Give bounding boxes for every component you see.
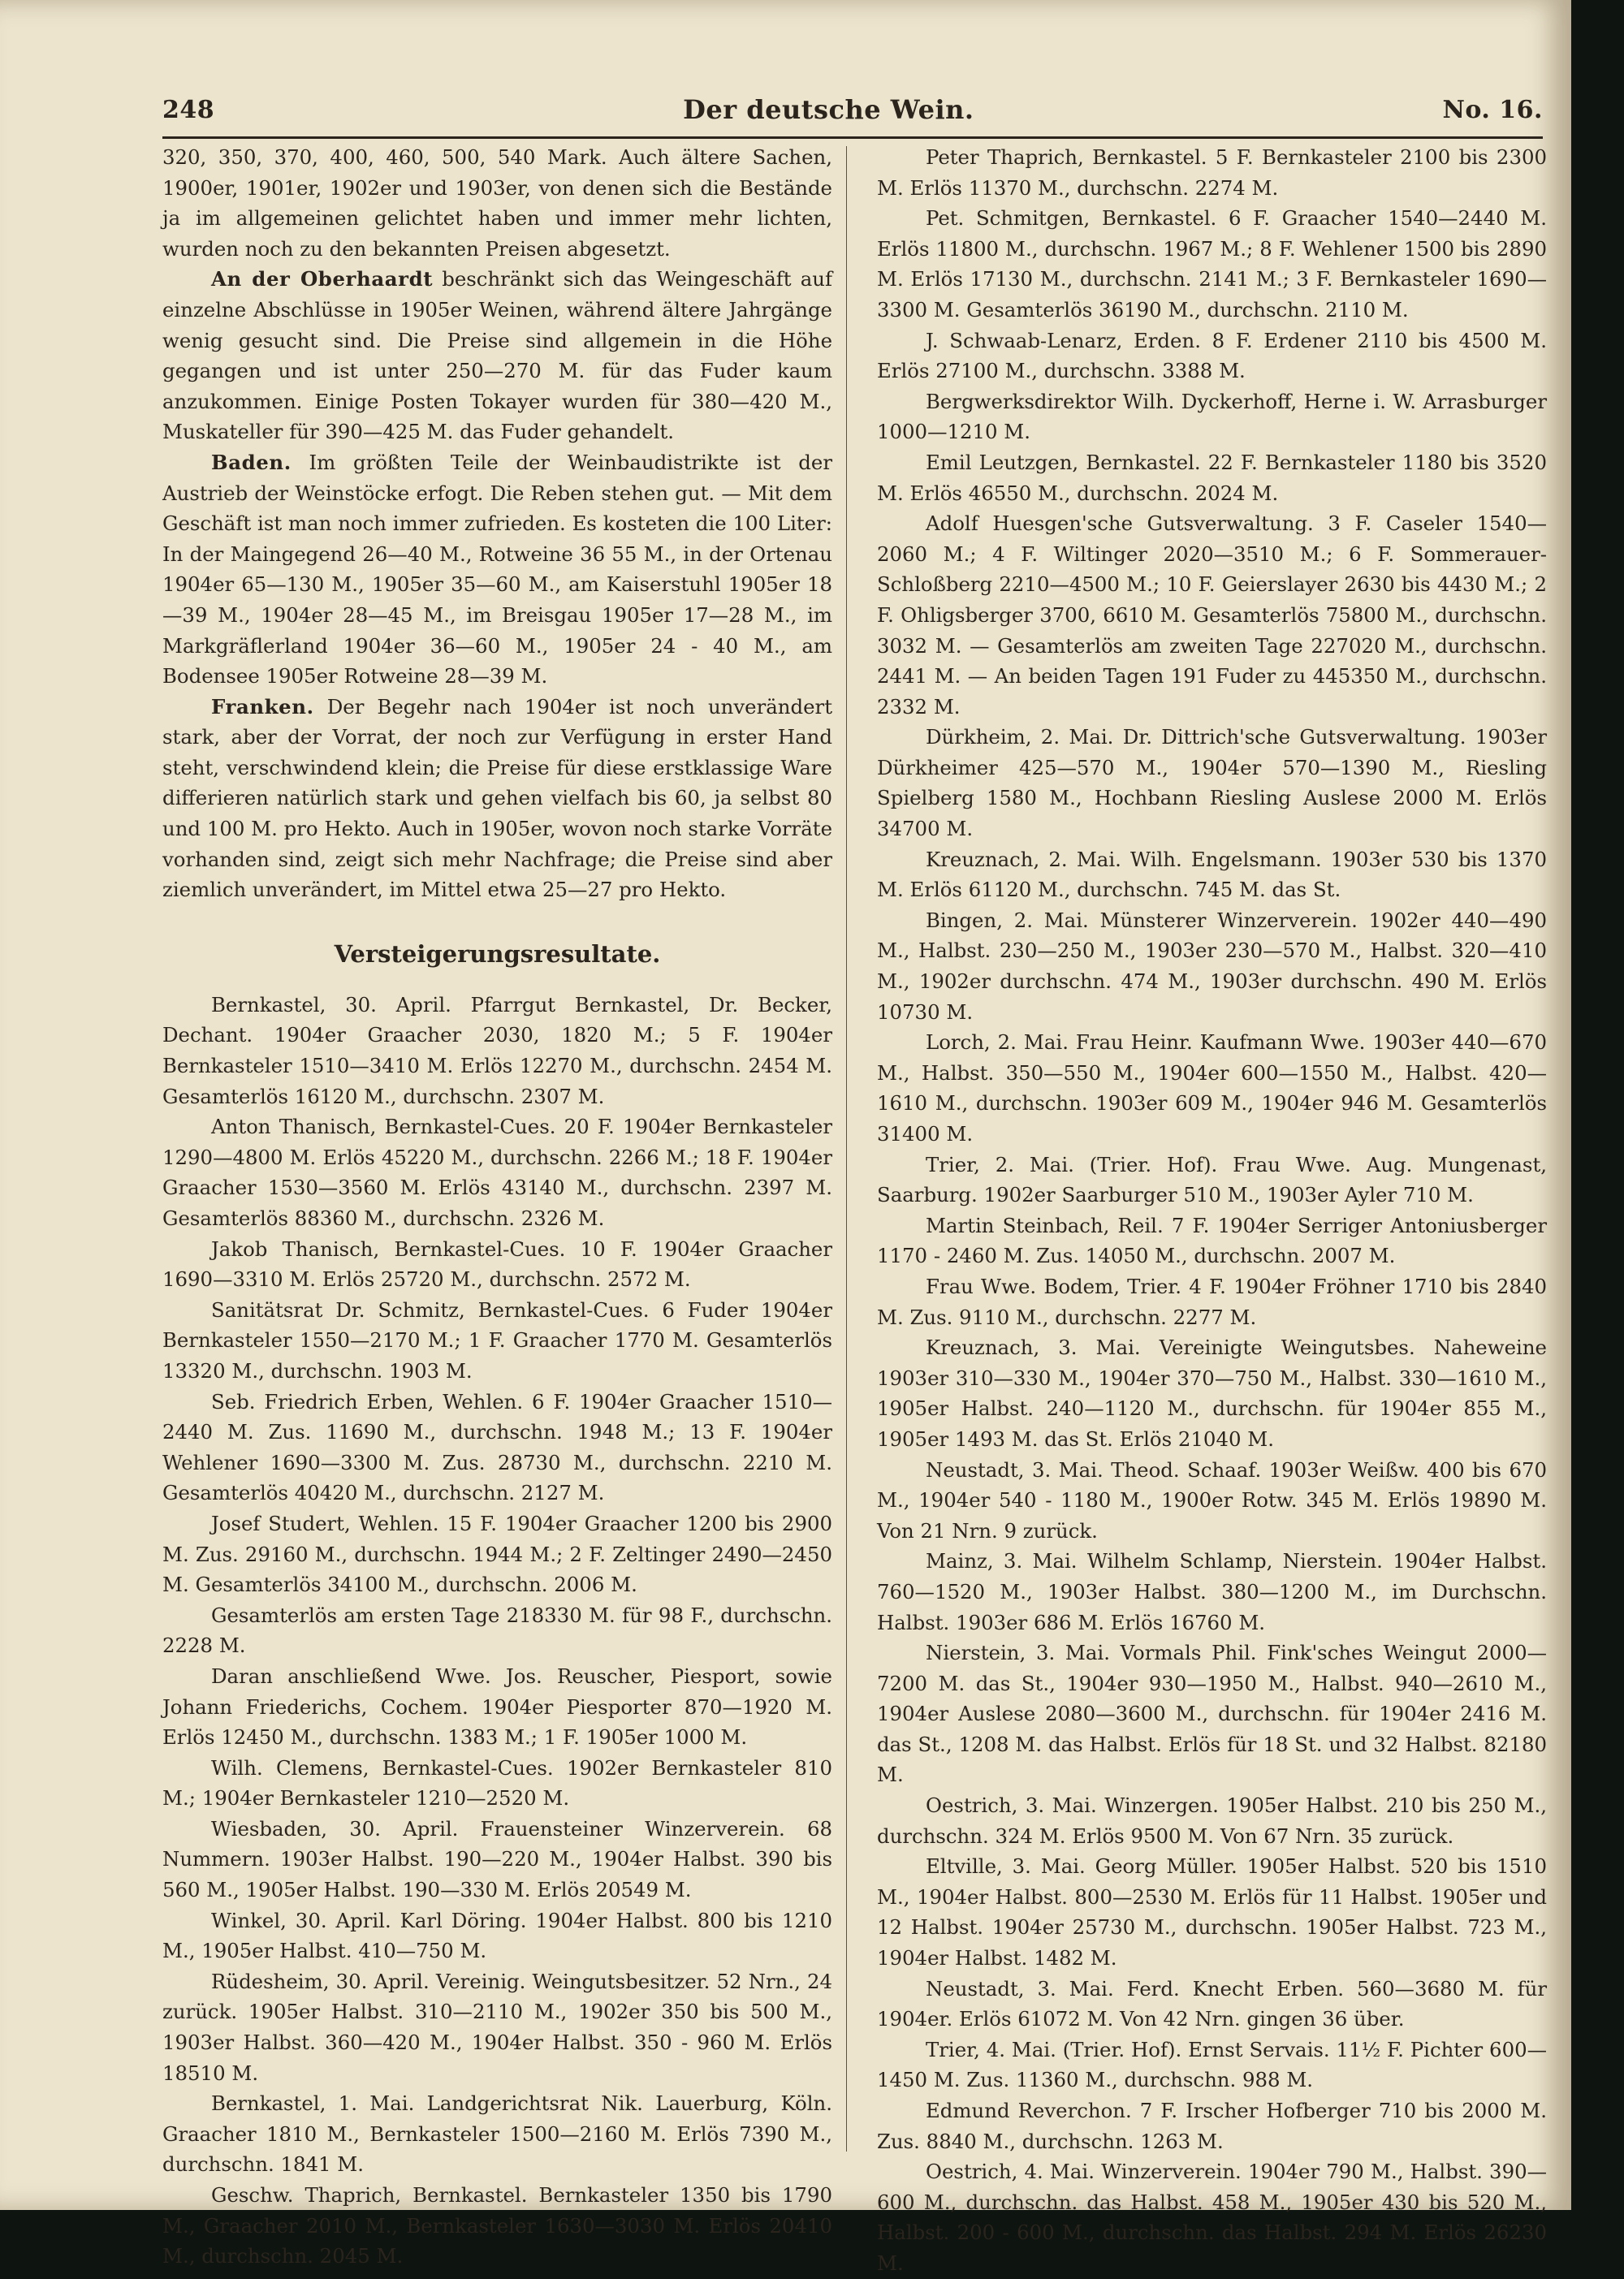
paragraph-text: Im größten Teile der Weinbaudistrikte ist der Austrieb der Weinstöcke erfogt. Die Reben stehen gut. — Mit dem Geschäft ist man noch immer zufrieden. Es kosteten die 100 Liter: In der Maingegend 26—40 M., Rotweine 36 55 M., in der Ortenau 1904er 65—130 M., 1905er 35—60 M., am Kaiserstuhl 1905er 18—39 M., 1904er 28—45 M., im Breisgau 1905er 17—28 M., im Markgräflerland 1904er 36—60 M., 1905er 24 - 40 M., am Bodensee 1905er Rotweine 28—39 M.	[162, 450, 832, 688]
auction-entry: J. Schwaab-Lenarz, Erden. 8 F. Erdener 2110 bis 4500 M. Erlös 27100 M., durchschn. 3388 M.	[877, 328, 1547, 383]
region-heading: Baden.	[211, 450, 292, 474]
right-column	[877, 142, 1547, 2279]
auction-entry: Daran anschließend Wwe. Jos. Reuscher, Piesport, sowie Johann Friederichs, Cochem. 1904er Piesporter 870—1920 M. Erlös 12450 M., durchschn. 1383 M.; 1 F. 1905er 1000 M.	[162, 1664, 832, 1750]
auction-entry: Gesamterlös am ersten Tage 218330 M. für 98 F., durchschn. 2228 M.	[162, 1603, 832, 1658]
auction-entry: Josef Studert, Wehlen. 15 F. 1904er Graacher 1200 bis 2900 M. Zus. 29160 M., durchschn. 1944 M.; 2 F. Zeltinger 2490—2450 M. Gesamterlös 34100 M., durchschn. 2006 M.	[162, 1511, 832, 1597]
auction-entry: Anton Thanisch, Bernkastel-Cues. 20 F. 1904er Bernkasteler 1290—4800 M. Erlös 45220 M., durchschn. 2266 M.; 18 F. 1904er Graacher 1530—3560 M. Erlös 43140 M., durchschn. 2397 M. Gesamterlös 88360 M., durchschn. 2326 M.	[162, 1115, 832, 1230]
auction-entry: Emil Leutzgen, Bernkastel. 22 F. Bernkasteler 1180 bis 3520 M. Erlös 46550 M., durchschn. 2024 M.	[877, 450, 1547, 505]
auction-entry: Mainz, 3. Mai. Wilhelm Schlamp, Nierstein. 1904er Halbst. 760—1520 M., 1903er Halbst. 380—1200 M., im Durchschn. Halbst. 1903er 686 M. Erlös 16760 M.	[877, 1549, 1547, 1634]
auction-entry: Pet. Schmitgen, Bernkastel. 6 F. Graacher 1540—2440 M. Erlös 11800 M., durchschn. 1967 M.; 8 F. Wehlener 1500 bis 2890 M. Erlös 17130 M., durchschn. 2141 M.; 3 F. Bernkasteler 1690—3300 M. Gesamterlös 36190 M., durchschn. 2110 M.	[877, 206, 1547, 322]
region-heading: Franken.	[211, 694, 314, 719]
paragraph-text: beschränkt sich das Weingeschäft auf einzelne Abschlüsse in 1905er Weinen, während ältere Jahrgänge wenig gesucht sind. Die Preise sind allgemein in die Höhe gegangen und ist unter 250—270 M. für das Fuder kaum anzukommen. Einige Posten Tokayer wurden für 380—420 M., Muskateller für 390—425 M. das Fuder gehandelt.	[162, 267, 832, 444]
auction-entry: Lorch, 2. Mai. Frau Heinr. Kaufmann Wwe. 1903er 440—670 M., Halbst. 350—550 M., 1904er 600—1550 M., Halbst. 420—1610 M., durchschn. 1903er 609 M., 1904er 946 M. Gesamterlös 31400 M.	[877, 1030, 1547, 1146]
auction-entry: Edmund Reverchon. 7 F. Irscher Hofberger 710 bis 2000 M. Zus. 8840 M., durchschn. 1263 M.	[877, 2099, 1547, 2153]
auction-entry: Winkel, 30. April. Karl Döring. 1904er Halbst. 800 bis 1210 M., 1905er Halbst. 410—750 M.	[162, 1908, 832, 1963]
auction-entry: Neustadt, 3. Mai. Theod. Schaaf. 1903er Weißw. 400 bis 670 M., 1904er 540 - 1180 M., 1900er Rotw. 345 M. Erlös 19890 M. Von 21 Nrn. 9 zurück.	[877, 1457, 1547, 1543]
auction-entry: Geschw. Thaprich, Bernkastel. Bernkasteler 1350 bis 1790 M., Graacher 2010 M., Bernkasteler 1630—3030 M. Erlös 20410 M., durchschn. 2045 M.	[162, 2183, 832, 2268]
section-title: Versteigerungsresultate.	[334, 939, 661, 968]
auction-entry: Bergwerksdirektor Wilh. Dyckerhoff, Herne i. W. Arrasburger 1000—1210 M.	[877, 389, 1547, 444]
region-heading: An der Oberhaardt	[211, 267, 434, 291]
left-column	[162, 142, 832, 2272]
auction-entry: Oestrich, 3. Mai. Winzergen. 1905er Halbst. 210 bis 250 M., durchschn. 324 M. Erlös 9500 M. Von 67 Nrn. 35 zurück.	[877, 1793, 1547, 1848]
auction-entry: Adolf Huesgen'sche Gutsverwaltung. 3 F. Caseler 1540—2060 M.; 4 F. Wiltinger 2020—3510 M.; 6 F. Sommerauer-Schloßberg 2210—4500 M.; 10 F. Geierslayer 2630 bis 4430 M.; 2 F. Ohligsberger 3700, 6610 M. Gesamterlös 75800 M., durchschn. 3032 M. — Gesamterlös am zweiten Tage 227020 M., durchschn. 2441 M. — An beiden Tagen 191 Fuder zu 445350 M., durchschn. 2332 M.	[877, 511, 1547, 719]
auction-entry: Wilh. Clemens, Bernkastel-Cues. 1902er Bernkasteler 810 M.; 1904er Bernkasteler 1210—2520 M.	[162, 1755, 832, 1811]
market-report-paragraph	[162, 447, 832, 692]
auction-entry: Neustadt, 3. Mai. Ferd. Knecht Erben. 560—3680 M. für 1904er. Erlös 61072 M. Von 42 Nrn. gingen 36 über.	[877, 1976, 1547, 2031]
auction-entry: Trier, 2. Mai. (Trier. Hof). Frau Wwe. Aug. Mungenast, Saarburg. 1902er Saarburger 510 M., 1903er Ayler 710 M.	[877, 1152, 1547, 1207]
market-report-paragraph	[162, 264, 832, 447]
auction-entry: Jakob Thanisch, Bernkastel-Cues. 10 F. 1904er Graacher 1690—3310 M. Erlös 25720 M., durchschn. 2572 M.	[162, 1237, 832, 1292]
auction-entry: Nierstein, 3. Mai. Vormals Phil. Fink'sches Weingut 2000—7200 M. das St., 1904er 930—1950 M., Halbst. 940—2610 M., 1904er Auslese 2080—3600 M., durchschn. für 1904er 2416 M. das St., 1208 M. das Halbst. Erlös für 18 St. und 32 Halbst. 82180 M.	[877, 1641, 1547, 1787]
auction-entry: Bingen, 2. Mai. Münsterer Winzerverein. 1902er 440—490 M., Halbst. 230—250 M., 1903er 230—570 M., Halbst. 320—410 M., 1902er durchschn. 474 M., 1903er durchschn. 490 M. Erlös 10730 M.	[877, 908, 1547, 1024]
auction-entry: Dürkheim, 2. Mai. Dr. Dittrich'sche Gutsverwaltung. 1903er Dürkheimer 425—570 M., 1904er 570—1390 M., Riesling Spielberg 1580 M., Hochbann Riesling Auslese 2000 M. Erlös 34700 M.	[877, 725, 1547, 841]
header-rule	[162, 136, 1543, 139]
market-report-paragraph: 320, 350, 370, 400, 460, 500, 540 Mark. Auch ältere Sachen, 1900er, 1901er, 1902er und 1903er, von denen sich die Bestände ja im allgemeinen gelichtet haben und immer mehr lichten, wurden noch zu den bekannten Preisen abgesetzt.	[162, 145, 832, 261]
journal-title: Der deutsche Wein.	[683, 94, 974, 125]
page-number: 248	[162, 95, 215, 124]
issue-number: No. 16.	[1442, 95, 1543, 124]
auction-entry: Seb. Friedrich Erben, Wehlen. 6 F. 1904er Graacher 1510—2440 M. Zus. 11690 M., durchschn. 1948 M.; 13 F. 1904er Wehlener 1690—3300 M. Zus. 28730 M., durchschn. 2210 M. Gesamterlös 40420 M., durchschn. 2127 M.	[162, 1389, 832, 1505]
market-report-paragraph	[162, 692, 832, 905]
page-area	[154, 85, 1551, 2275]
auction-entry: Bernkastel, 1. Mai. Landgerichtsrat Nik. Lauerburg, Köln. Graacher 1810 M., Bernkasteler 1500—2160 M. Erlös 7390 M., durchschn. 1841 M.	[162, 2091, 832, 2177]
auction-entry: Bernkastel, 30. April. Pfarrgut Bernkastel, Dr. Becker, Dechant. 1904er Graacher 2030, 1820 M.; 5 F. 1904er Bernkasteler 1510—3410 M. Erlös 12270 M., durchschn. 2454 M. Gesamterlös 16120 M., durchschn. 2307 M.	[162, 992, 832, 1108]
running-head	[162, 85, 1543, 134]
auction-entry: Sanitätsrat Dr. Schmitz, Bernkastel-Cues. 6 Fuder 1904er Bernkasteler 1550—2170 M.; 1 F. Graacher 1770 M. Gesamterlös 13320 M., durchschn. 1903 M.	[162, 1297, 832, 1383]
auction-entry: Kreuznach, 3. Mai. Vereinigte Weingutsbes. Naheweine 1903er 310—330 M., 1904er 370—750 M., Halbst. 330—1610 M., 1905er Halbst. 240—1120 M., durchschn. für 1904er 855 M., 1905er 1493 M. das St. Erlös 21040 M.	[877, 1336, 1547, 1451]
column-divider	[846, 146, 847, 2152]
auction-entry: Eltville, 3. Mai. Georg Müller. 1905er Halbst. 520 bis 1510 M., 1904er Halbst. 800—2530 M. Erlös für 11 Halbst. 1905er und 12 Halbst. 1904er 25730 M., durchschn. 1905er Halbst. 723 M., 1904er Halbst. 1482 M.	[877, 1854, 1547, 1970]
auction-entry: Martin Steinbach, Reil. 7 F. 1904er Serriger Antoniusberger 1170 - 2460 M. Zus. 14050 M., durchschn. 2007 M.	[877, 1213, 1547, 1268]
auction-entry: Oestrich, 4. Mai. Winzerverein. 1904er 790 M., Halbst. 390—600 M., durchschn. das Halbst. 458 M., 1905er 430 bis 520 M., Halbst. 200 - 600 M., durchschn. das Halbst. 294 M. Erlös 26230 M.	[877, 2160, 1547, 2275]
auction-entry: Frau Wwe. Bodem, Trier. 4 F. 1904er Fröhner 1710 bis 2840 M. Zus. 9110 M., durchschn. 2277 M.	[877, 1274, 1547, 1329]
auction-entry: Rüdesheim, 30. April. Vereinig. Weingutsbesitzer. 52 Nrn., 24 zurück. 1905er Halbst. 310—2110 M., 1902er 350 bis 500 M., 1903er Halbst. 360—420 M., 1904er Halbst. 350 - 960 M. Erlös 18510 M.	[162, 1969, 832, 2085]
auction-entry: Trier, 4. Mai. (Trier. Hof). Ernst Servais. 11½ F. Pichter 600—1450 M. Zus. 11360 M., durchschn. 988 M.	[877, 2037, 1547, 2092]
auction-entry: Peter Thaprich, Bernkastel. 5 F. Bernkasteler 2100 bis 2300 M. Erlös 11370 M., durchschn. 2274 M.	[877, 145, 1547, 200]
paragraph-text: Der Begehr nach 1904er ist noch unverändert stark, aber der Vorrat, der noch zur Verfügung in erster Hand steht, verschwindend klein; die Preise für diese erstklassige Ware differieren natürlich stark und gehen vielfach bis 60, ja selbst 80 und 100 M. pro Hekto. Auch in 1905er, wovon noch starke Vorräte vorhanden sind, zeigt sich mehr Nachfrage; die Preise sind aber ziemlich unverändert, im Mittel etwa 25—27 pro Hekto.	[162, 694, 832, 902]
auction-entry: Kreuznach, 2. Mai. Wilh. Engelsmann. 1903er 530 bis 1370 M. Erlös 61120 M., durchschn. 745 M. das St.	[877, 847, 1547, 902]
auction-entry: Wiesbaden, 30. April. Frauensteiner Winzerverein. 68 Nummern. 1903er Halbst. 190—220 M., 1904er Halbst. 390 bis 560 M., 1905er Halbst. 190—330 M. Erlös 20549 M.	[162, 1816, 832, 1902]
